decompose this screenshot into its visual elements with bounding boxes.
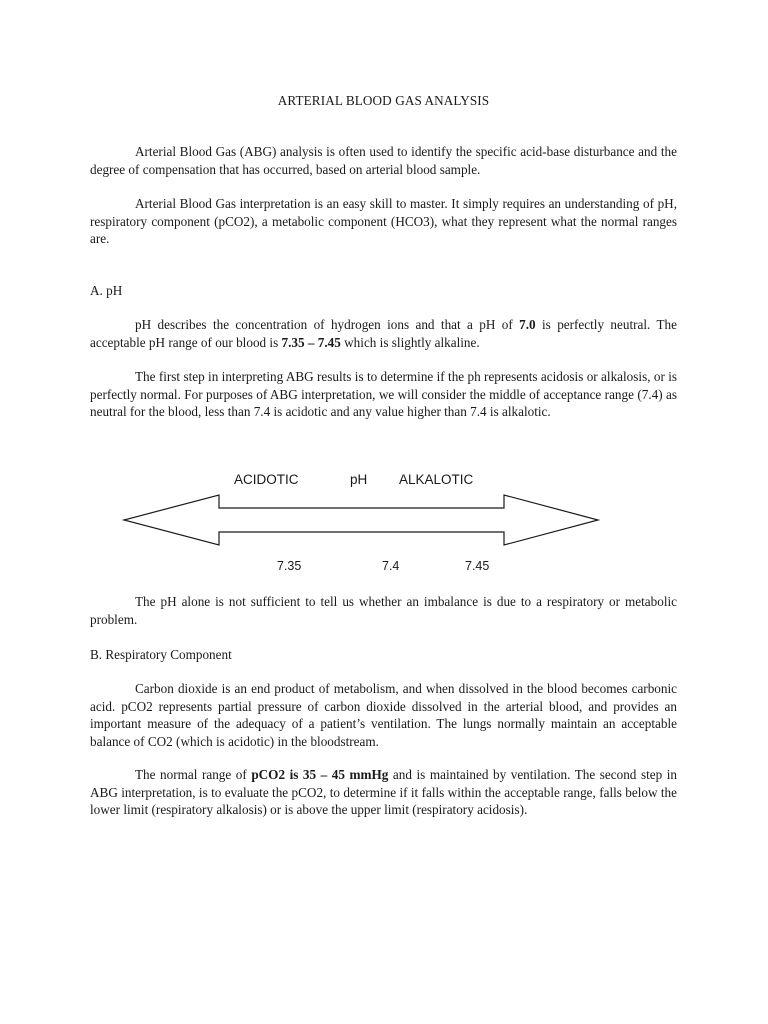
intro-paragraph-1 bbox=[90, 143, 677, 178]
section-a-p1-end: which is slightly alkaline. bbox=[340, 334, 480, 350]
diagram-label-acidotic: ACIDOTIC bbox=[234, 472, 299, 487]
section-b-paragraph-2 bbox=[90, 766, 677, 819]
section-a-paragraph-3 bbox=[90, 593, 677, 628]
section-a-p1-bold-range: 7.35 – 7.45 bbox=[281, 334, 341, 350]
section-b-p2-start: The normal range of bbox=[135, 767, 252, 782]
section-a-paragraph-3-text: The pH alone is not sufficient to tell us whether an imbalance is due to a respiratory or metabolic problem. bbox=[90, 594, 677, 627]
page-title: ARTERIAL BLOOD GAS ANALYSIS bbox=[277, 93, 490, 108]
section-a-paragraph-2-text: The first step in interpreting ABG results is to determine if the ph represents acidosis or alkalosis, or is perfectly normal. For purposes of ABG interpretation, we will consider the middle of acceptance range (7.4) as neutral for the blood, less than 7.4 is acidotic and any value higher than 7.4 is alkalotic. bbox=[90, 369, 677, 419]
diagram-tick-high: 7.45 bbox=[465, 559, 490, 573]
section-a-p1-mid: is perfectly neutral. The acceptable pH range of our blood is bbox=[90, 317, 677, 350]
section-a-heading: A. pH bbox=[90, 283, 123, 298]
diagram-label-alkalotic: ALKALOTIC bbox=[399, 472, 474, 487]
intro-paragraph-2 bbox=[90, 195, 677, 248]
section-a-paragraph-2 bbox=[90, 368, 677, 421]
section-a-paragraph-1 bbox=[90, 316, 677, 351]
section-a-p1-start: pH describes the concentration of hydrogen ions and that a pH of bbox=[135, 317, 520, 332]
section-b-p2-bold-range: pCO2 is 35 – 45 mmHg bbox=[251, 767, 389, 782]
section-b-paragraph-1 bbox=[90, 680, 677, 750]
section-b-paragraph-1-text: Carbon dioxide is an end product of metabolism, and when dissolved in the blood becomes carbonic acid. pCO2 represents partial pressure of carbon dioxide dissolved in the arterial blood, and provides an important measure of the adequacy of a patient’s ventilation. The lungs normally maintain an acceptable balance of CO2 (which is acidotic) in the bloodstream. bbox=[90, 681, 677, 749]
diagram-tick-mid: 7.4 bbox=[382, 559, 400, 573]
section-a-p1-bold-neutral: 7.0 bbox=[519, 317, 536, 332]
section-b-heading: B. Respiratory Component bbox=[90, 647, 232, 662]
intro-paragraph-1-text: Arterial Blood Gas (ABG) analysis is often used to identify the specific acid-base disturbance and the degree of compensation that has occurred, based on arterial blood sample. bbox=[90, 144, 677, 177]
intro-paragraph-2-text: Arterial Blood Gas interpretation is an easy skill to master. It simply requires an understanding of pH, respiratory component (pCO2), a metabolic component (HCO3), what they represent what the normal ranges are. bbox=[90, 196, 677, 246]
diagram-label-ph: pH bbox=[350, 472, 368, 487]
diagram-tick-low: 7.35 bbox=[277, 559, 302, 573]
section-b-p2-end: and is maintained by ventilation. The second step in ABG interpretation, is to evaluate the pCO2, to determine if it falls within the acceptable range, falls below the lower limit (respiratory alkalosis) or is above the upper limit (respiratory acidosis). bbox=[90, 767, 678, 817]
